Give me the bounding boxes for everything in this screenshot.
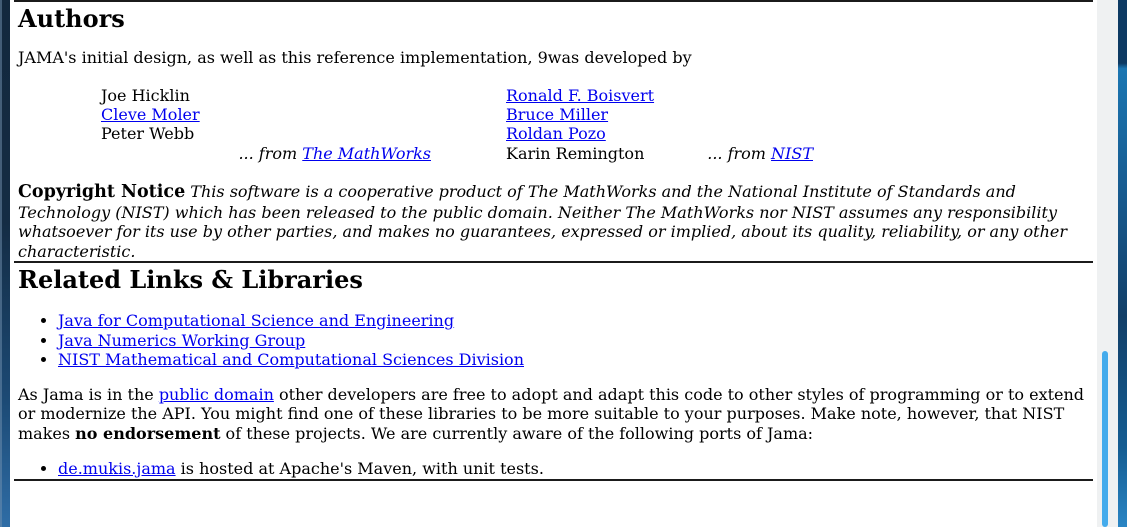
author-link-roldan-pozo[interactable]: Roldan Pozo (506, 124, 606, 144)
window-left-edge (0, 0, 10, 527)
author-link-cleve-moler[interactable]: Cleve Moler (101, 104, 200, 124)
port-description: is hosted at Apache's Maven, with unit tests. (175, 459, 544, 479)
authors-col-mathworks (101, 86, 431, 164)
related-link-nist-mcsd[interactable]: NIST Mathematical and Computational Sciences Division (58, 350, 524, 370)
no-endorsement-text: no endorsement (75, 423, 221, 443)
ports-text: of these projects. We are currently aware of the following ports of Jama: (220, 423, 814, 443)
scrollbar-thumb[interactable] (1102, 351, 1108, 527)
ports-list (18, 459, 1089, 479)
authors-col-nist (506, 86, 813, 164)
copyright-label: Copyright Notice (18, 182, 186, 203)
author-name: Joe Hicklin (101, 85, 190, 105)
related-links-heading: Related Links & Libraries (18, 265, 363, 295)
section-divider-mid (14, 261, 1093, 263)
ports-text: As Jama is in the (18, 384, 159, 404)
de-mukis-jama-link[interactable]: de.mukis.jama (58, 459, 176, 479)
credit-prefix: ... from (238, 143, 303, 163)
mathworks-credit (101, 144, 431, 163)
ports-text: other developers are free to adopt and adapt this code to other styles of programming or to extend or modernize the API. You might find one of these libraries to be more suitable to your purposes. Make note, however, that NIST makes (18, 384, 1085, 443)
list-item (58, 331, 1089, 351)
list-item (58, 459, 1089, 479)
related-link-java-numerics[interactable]: Java Numerics Working Group (58, 330, 306, 350)
section-divider-top (14, 0, 1093, 2)
related-links-list (18, 311, 1089, 370)
window-right-edge (1118, 0, 1127, 527)
mathworks-link[interactable]: The MathWorks (302, 143, 431, 163)
page-content (10, 0, 1097, 481)
author-link-ronald-boisvert[interactable]: Ronald F. Boisvert (506, 85, 655, 105)
section-divider-bottom (14, 479, 1093, 481)
nist-link[interactable]: NIST (771, 143, 813, 163)
ports-paragraph (18, 385, 1089, 444)
credit-prefix: ... from (707, 143, 772, 163)
authors-heading: Authors (18, 4, 125, 33)
author-name: Peter Webb (101, 124, 195, 144)
authors-intro: JAMA's initial design, as well as this reference implementation, 9was developed by (18, 48, 692, 67)
author-name: Karin Remington (506, 143, 645, 163)
author-link-bruce-miller[interactable]: Bruce Miller (506, 104, 609, 124)
nist-credit (707, 144, 813, 163)
list-item (58, 311, 1089, 331)
scrollbar-track[interactable] (1097, 0, 1118, 527)
public-domain-link[interactable]: public domain (158, 384, 274, 404)
related-link-jcse[interactable]: Java for Computational Science and Engineering (58, 311, 455, 331)
list-item (58, 350, 1089, 370)
copyright-text: This software is a cooperative product of The MathWorks and the National Institute of Standards and Technology (NIST) which has been released to the public domain. Neither The MathWorks nor NIST assumes any responsibility whatsoever for its use by other parties, and makes no guarantees, expressed or implied, about its quality, reliability, or any other characteristic. (18, 182, 1068, 261)
copyright-paragraph (18, 182, 1089, 261)
authors-table (101, 86, 1097, 164)
nist-credit-line (506, 144, 813, 163)
